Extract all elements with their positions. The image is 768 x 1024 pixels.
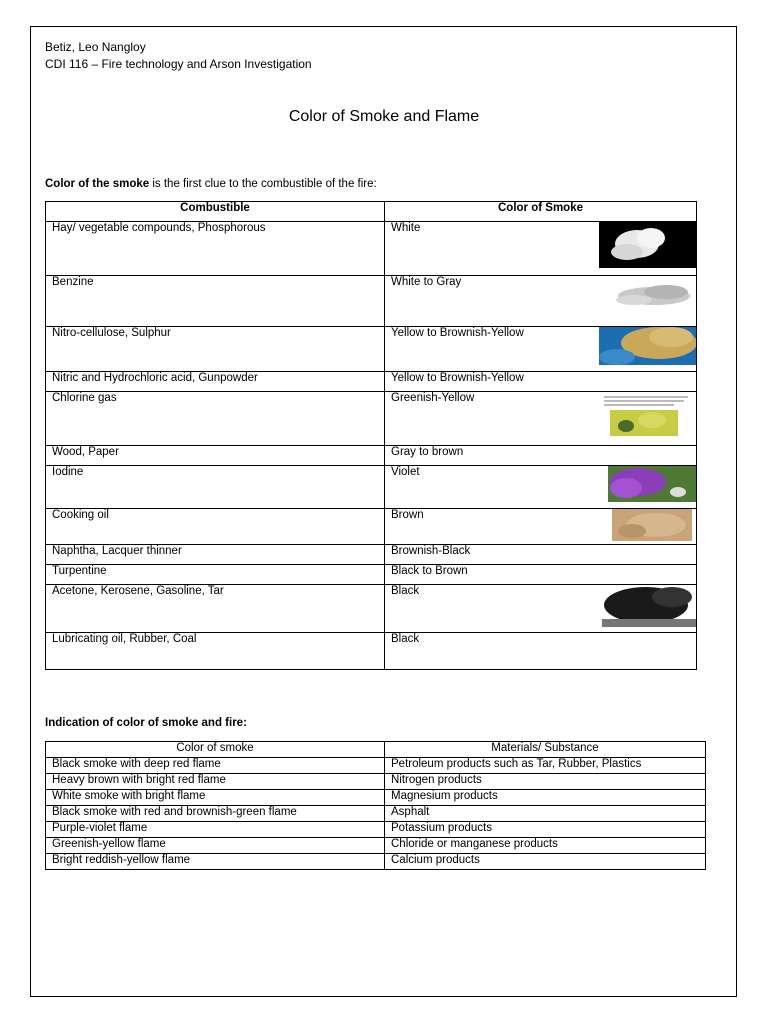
smoke-cell: Greenish-yellow flame <box>46 838 385 854</box>
column-header-smoke-color: Color of Smoke <box>385 202 697 222</box>
intro-smoke-rest: is the first clue to the combustible of the fire: <box>149 178 377 190</box>
table-row <box>46 633 697 670</box>
material-cell: Magnesium products <box>385 790 706 806</box>
table-row <box>46 466 697 509</box>
material-cell: Nitrogen products <box>385 774 706 790</box>
material-cell: Chloride or manganese products <box>385 838 706 854</box>
smoke-color-cell: Gray to brown <box>385 446 697 466</box>
combustible-cell: Acetone, Kerosene, Gasoline, Tar <box>46 585 385 633</box>
table-row <box>46 327 697 372</box>
combustible-cell: Benzine <box>46 276 385 327</box>
smoke-cell: Black smoke with deep red flame <box>46 758 385 774</box>
brown-smoke-image <box>612 509 692 541</box>
table-row <box>46 446 697 466</box>
table-row <box>46 774 706 790</box>
author-name: Betiz, Leo Nangloy <box>45 40 146 54</box>
smoke-color-text: Violet <box>391 466 420 478</box>
smoke-cell: Black smoke with red and brownish-green flame <box>46 806 385 822</box>
combustible-cell: Chlorine gas <box>46 392 385 446</box>
combustible-cell: Hay/ vegetable compounds, Phosphorous <box>46 222 385 276</box>
combustible-cell: Cooking oil <box>46 509 385 545</box>
table-row <box>46 790 706 806</box>
smoke-cell: Bright reddish-yellow flame <box>46 854 385 870</box>
smoke-color-cell: Black <box>385 633 697 670</box>
combustible-cell: Nitro-cellulose, Sulphur <box>46 327 385 372</box>
smoke-cell: Heavy brown with bright red flame <box>46 774 385 790</box>
smoke-color-text: White to Gray <box>391 276 462 288</box>
table-row <box>46 372 697 392</box>
table-header-row <box>46 202 697 222</box>
table-row <box>46 392 697 446</box>
table-row <box>46 822 706 838</box>
combustible-cell: Nitric and Hydrochloric acid, Gunpowder <box>46 372 385 392</box>
gray-smoke-image <box>604 278 696 318</box>
smoke-color-cell <box>385 222 697 276</box>
course-title: CDI 116 – Fire technology and Arson Investigation <box>45 57 312 71</box>
material-cell: Petroleum products such as Tar, Rubber, Plastics <box>385 758 706 774</box>
smoke-cell: White smoke with bright flame <box>46 790 385 806</box>
smoke-color-text: White <box>391 222 421 234</box>
smoke-cell: Purple-violet flame <box>46 822 385 838</box>
smoke-fire-indication-table <box>45 741 706 870</box>
table-row <box>46 509 697 545</box>
intro-fire: Indication of color of smoke and fire: <box>45 717 247 729</box>
table-row <box>46 222 697 276</box>
material-cell: Potassium products <box>385 822 706 838</box>
smoke-color-cell <box>385 585 697 633</box>
combustible-cell: Turpentine <box>46 565 385 585</box>
combustible-cell: Naphtha, Lacquer thinner <box>46 545 385 565</box>
combustible-smoke-table <box>45 201 697 670</box>
table-row <box>46 806 706 822</box>
violet-smoke-image <box>608 466 696 502</box>
yellow-smoke-image <box>599 327 696 365</box>
table-row <box>46 854 706 870</box>
table-row <box>46 585 697 633</box>
white-smoke-image <box>599 222 696 268</box>
column-header-materials: Materials/ Substance <box>385 742 706 758</box>
smoke-color-cell <box>385 276 697 327</box>
smoke-color-text: Greenish-Yellow <box>391 392 475 404</box>
table-row <box>46 565 697 585</box>
smoke-color-cell <box>385 509 697 545</box>
intro-smoke <box>45 178 377 190</box>
smoke-color-cell <box>385 392 697 446</box>
intro-smoke-bold: Color of the smoke <box>45 178 150 190</box>
table-row <box>46 838 706 854</box>
combustible-cell: Lubricating oil, Rubber, Coal <box>46 633 385 670</box>
smoke-color-cell: Black to Brown <box>385 565 697 585</box>
smoke-color-cell: Yellow to Brownish-Yellow <box>385 372 697 392</box>
page-title: Color of Smoke and Flame <box>288 108 480 125</box>
combustible-cell: Wood, Paper <box>46 446 385 466</box>
combustible-cell: Iodine <box>46 466 385 509</box>
table-row <box>46 545 697 565</box>
smoke-color-text: Black <box>391 585 420 597</box>
smoke-color-cell <box>385 327 697 372</box>
smoke-color-text: Brown <box>391 509 424 521</box>
table-row <box>46 276 697 327</box>
black-smoke-image <box>602 585 696 627</box>
smoke-color-cell: Brownish-Black <box>385 545 697 565</box>
column-header-color-of-smoke: Color of smoke <box>46 742 385 758</box>
material-cell: Asphalt <box>385 806 706 822</box>
column-header-combustible: Combustible <box>46 202 385 222</box>
smoke-color-cell <box>385 466 697 509</box>
material-cell: Calcium products <box>385 854 706 870</box>
smoke-color-text: Yellow to Brownish-Yellow <box>391 327 524 339</box>
table-row <box>46 758 706 774</box>
table-header-row <box>46 742 706 758</box>
greenish-yellow-smoke-image <box>600 394 692 438</box>
